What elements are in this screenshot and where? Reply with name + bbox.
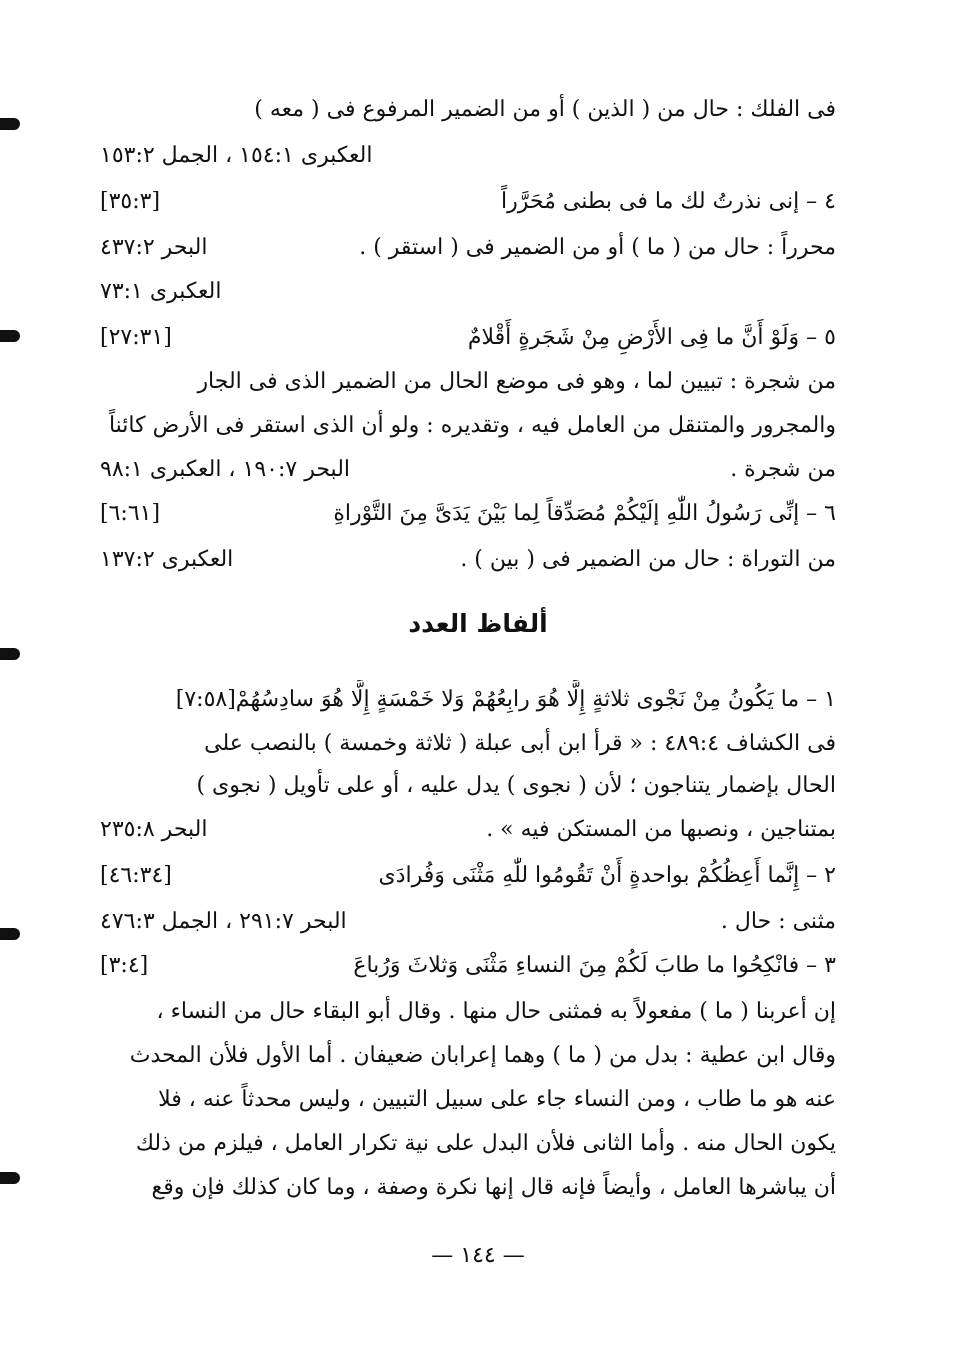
line-text: من شجرة . — [730, 457, 836, 482]
text-line — [100, 450, 836, 490]
text-line — [100, 1080, 836, 1120]
line-text: من التوراة : حال من الضمير فى ( بين ) . — [460, 547, 836, 572]
text-line — [100, 810, 836, 850]
verse-line — [100, 318, 836, 358]
text-line — [100, 992, 836, 1032]
scan-edge-mark — [0, 648, 20, 660]
line-text: الحال بإضمار يتناجون ؛ لأن ( نجوى ) يدل عليه ، أو على تأويل ( نجوى ) — [196, 773, 836, 798]
verse-text: ٣ – فانْكِحُوا ما طابَ لَكُمْ مِنَ النساءِ مَثْنَى وَثلاثَ وَرُباعَ — [353, 953, 836, 978]
verse-citation: [٣:٤] — [100, 953, 149, 978]
text-line — [100, 1124, 836, 1164]
line-text: عنه هو ما طاب ، ومن النساء جاء على سبيل التبيين ، وليس محدثاً عنه ، فلا — [158, 1087, 836, 1112]
text-line — [100, 362, 836, 402]
line-text: إن أعربنا ( ما ) مفعولاً به فمثنى حال منها . وقال أبو البقاء حال من النساء ، — [156, 999, 836, 1024]
verse-citation: [٤٦:٣٤] — [100, 863, 172, 888]
verse-line — [100, 946, 836, 986]
scan-edge-mark — [0, 928, 20, 940]
line-text: أن يباشرها العامل ، وأيضاً فإنه قال إنها نكرة وصفة ، وما كان كذلك فإن وقع — [151, 1175, 836, 1200]
text-line — [100, 902, 836, 942]
text-line — [100, 1036, 836, 1076]
line-reference: البحر ٤٣٧:٢ — [100, 235, 208, 260]
line-reference: البحر ٢٩١:٧ ، الجمل ٤٧٦:٣ — [100, 909, 347, 934]
line-text: فى الكشاف ٤٨٩:٤ : « قرأ ابن أبى عبلة ( ثلاثة وخمسة ) بالنصب على — [204, 731, 836, 756]
line-text: وقال ابن عطية : بدل من ( ما ) وهما إعرابان ضعيفان . أما الأول فلأن المحدث — [129, 1043, 836, 1068]
verse-text: ٦ – إنِّى رَسُولُ اللّٰهِ إلَيْكُمْ مُصَدِّقاً لِما بَيْنَ يَدَىَّ مِنَ التَّوْراةِ — [333, 501, 836, 526]
page-number: — ١٤٤ — — [431, 1243, 525, 1268]
text-line — [100, 406, 836, 446]
verse-line — [100, 494, 836, 534]
verse-line — [100, 680, 836, 720]
text-line — [100, 272, 836, 312]
verse-text: ٢ – إِنَّما أَعِظُكُمْ بواحدةٍ أَنْ تَقُومُوا للّٰهِ مَثْنَى وَفُرادَى — [378, 863, 836, 888]
verse-text: ١ – ما يَكُونُ مِنْ نَجْوى ثلاثةٍ إِلَّا هُوَ رابِعُهُمْ وَلا خَمْسَةٍ إِلَّا هُوَ سادِسُهُمْ[٧:٥٨] — [175, 687, 836, 712]
line-text: من شجرة : تبيين لما ، وهو فى موضع الحال من الضمير الذى فى الجار — [197, 369, 836, 394]
verse-line — [100, 182, 836, 222]
line-text: مثنى : حال . — [720, 909, 836, 934]
text-line — [100, 540, 836, 580]
text-line — [100, 136, 836, 176]
line-text: والمجرور والمتنقل من العامل فيه ، وتقديره : ولو أن الذى استقر فى الأرض كائناً — [108, 413, 836, 438]
line-text: محرراً : حال من ( ما ) أو من الضمير فى ( استقر ) . — [359, 235, 836, 260]
line-text: يكون الحال منه . وأما الثانى فلأن البدل على نية تكرار العامل ، فيلزم من ذلك — [135, 1131, 836, 1156]
verse-citation: [٢٧:٣١] — [100, 325, 172, 350]
line-reference: العكبرى ٧٣:١ — [100, 279, 222, 304]
line-reference: العكبرى ١٣٧:٢ — [100, 547, 234, 572]
scan-edge-mark — [0, 330, 20, 342]
verse-text: ٤ – إنى نذرتُ لك ما فى بطنى مُحَرَّراً — [501, 189, 836, 214]
scan-edge-mark — [0, 118, 20, 130]
line-text: فى الفلك : حال من ( الذين ) أو من الضمير المرفوع فى ( معه ) — [254, 97, 836, 122]
text-line — [100, 766, 836, 806]
line-reference: البحر ١٩٠:٧ ، العكبرى ٩٨:١ — [100, 457, 351, 482]
line-reference: البحر ٢٣٥:٨ — [100, 817, 208, 842]
section-heading: ألفاظ العدد — [408, 609, 548, 638]
verse-text: ٥ – وَلَوْ أَنَّ ما فِى الأَرْضِ مِنْ شَجَرةٍ أَقْلامٌ — [467, 325, 836, 350]
text-line — [100, 90, 836, 130]
line-text: بمتناجين ، ونصبها من المستكن فيه » . — [486, 817, 836, 842]
verse-citation: [٣٥:٣] — [100, 189, 161, 214]
text-line — [100, 228, 836, 268]
text-line — [100, 1168, 836, 1208]
verse-citation: [٦:٦١] — [100, 501, 161, 526]
text-line — [100, 724, 836, 764]
scan-edge-mark — [0, 1172, 20, 1184]
line-reference: العكبرى ١٥٤:١ ، الجمل ١٥٣:٢ — [100, 143, 373, 168]
verse-line — [100, 856, 836, 896]
